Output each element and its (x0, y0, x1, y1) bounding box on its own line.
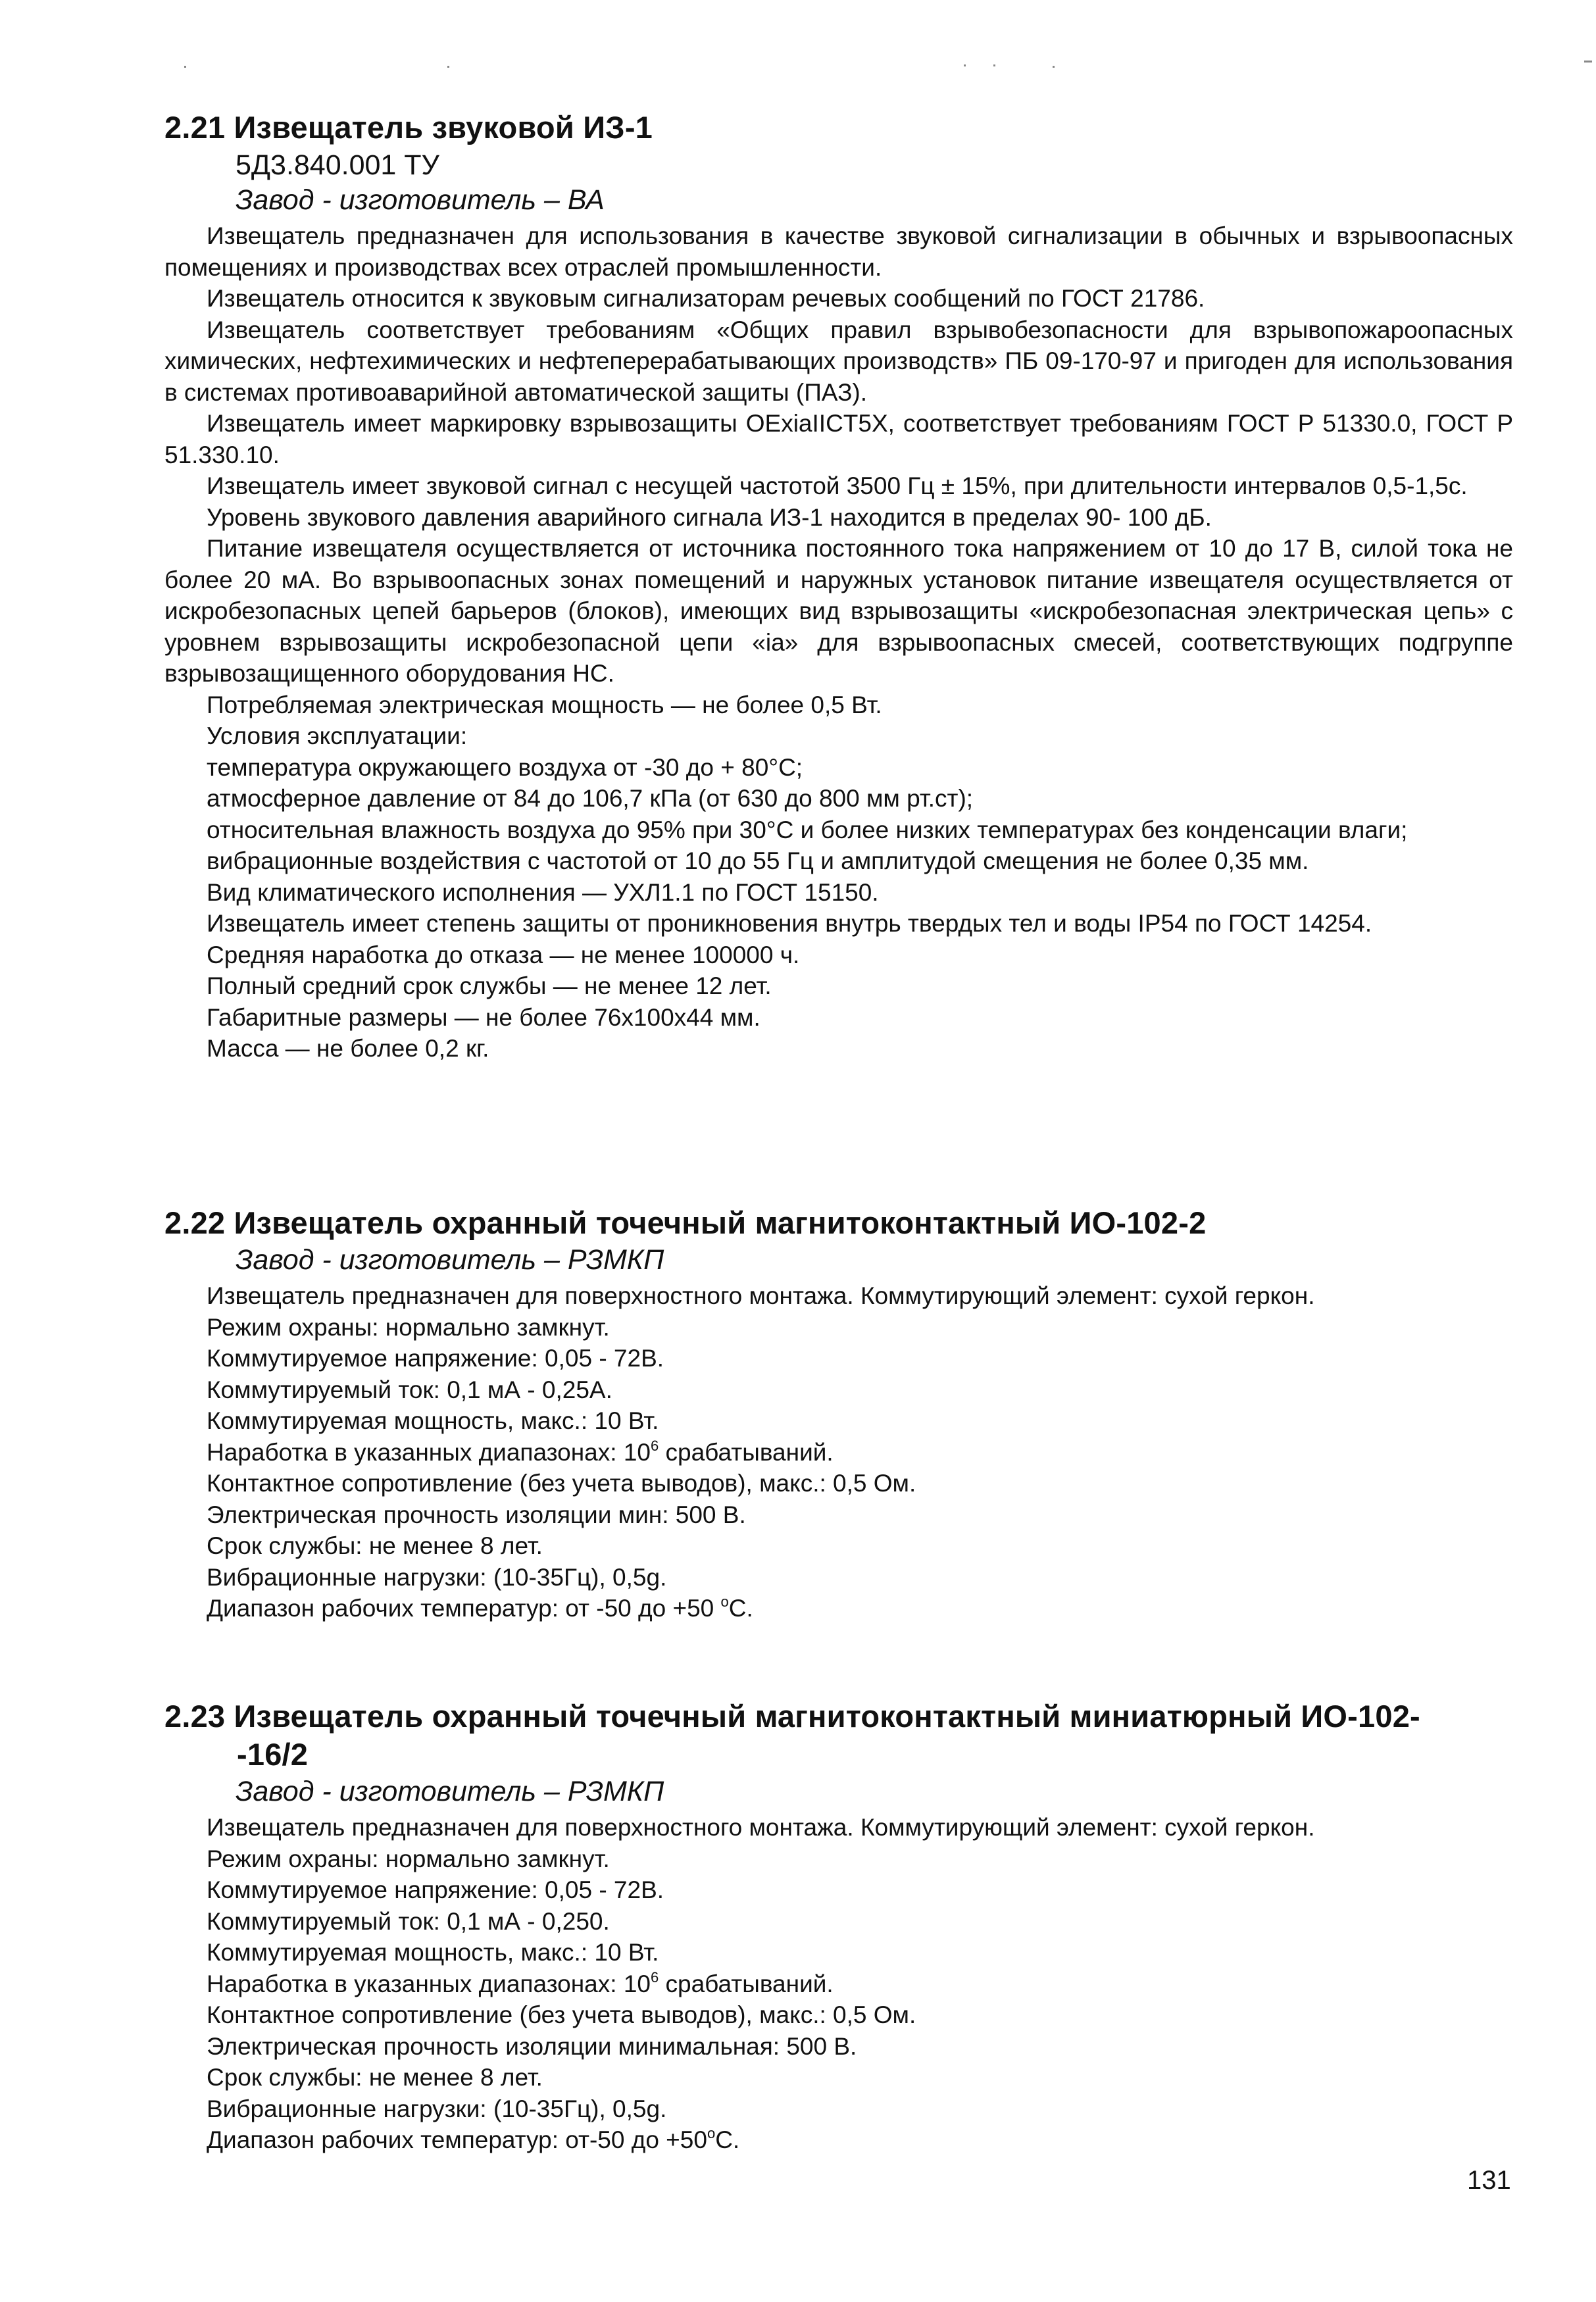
spec-code: 5Д3.840.001 ТУ (236, 149, 439, 181)
manufacturer: Завод - изготовитель – РЗМКП (236, 1776, 664, 1807)
text: срабатываний. (659, 1970, 834, 1997)
paragraph: Электрическая прочность изоляции мин: 500 В. (207, 1501, 746, 1528)
page-number: 131 (1467, 2166, 1511, 2195)
section-title: 2.21 Извещатель звуковой ИЗ-1 (164, 110, 653, 145)
text: Диапазон рабочих температур: от -50 до +50 (207, 1595, 721, 1622)
paragraph: Вибрационные нагрузки: (10-35Гц), 0,5g. (207, 2095, 667, 2122)
text: С. (715, 2126, 740, 2153)
scan-speck (1584, 61, 1592, 63)
paragraph: Режим охраны: нормально замкнут. (207, 1845, 610, 1872)
scan-speck (1053, 66, 1055, 68)
paragraph: относительная влажность воздуха до 95% при 30°С и более низких температурах без конденсации влаги; (207, 816, 1408, 843)
paragraph: Коммутируемая мощность, макс.: 10 Вт. (207, 1407, 659, 1434)
section-2-21 (164, 109, 1513, 1064)
paragraph: Извещатель соответствует требованиям «Общих правил взрывобезопасности для взрывопожароопасных химических, нефтехимических и нефтеперерабатывающих производств» ПБ 09-170-97 и пригоден для использования в системах противоаварийной автоматической защиты (ПАЗ). (164, 316, 1513, 406)
paragraph: Питание извещателя осуществляется от источника постоянного тока напряжением от 10 до 17 В, силой тока не более 20 мА. Во взрывоопасных зонах помещений и наружных установок питание извещателя осуществляется от искробезопасных цепей барьеров (блоков), имеющих вид взрывозащиты «искробезопасная электрическая цепь» с уровнем взрывозащиты искробезопасной цепи «ia» для взрывоопасных смесей, соответствующих подгруппе взрывозащищенного оборудования НС. (164, 535, 1513, 687)
paragraph: вибрационные воздействия с частотой от 10 до 55 Гц и амплитудой смещения не более 0,35 мм. (207, 847, 1309, 874)
paragraph: Извещатель имеет звуковой сигнал с несущей частотой 3500 Гц ± 15%, при длительности интервалов 0,5-1,5с. (207, 472, 1468, 499)
paragraph: Извещатель имеет степень защиты от проникновения внутрь твердых тел и воды IP54 по ГОСТ 14254. (207, 910, 1372, 937)
manufacturer: Завод - изготовитель – РЗМКП (236, 1244, 664, 1276)
paragraph (164, 1593, 1513, 1624)
paragraph: Коммутируемое напряжение: 0,05 - 72В. (207, 1876, 664, 1903)
superscript: o (720, 1593, 729, 1610)
paragraph: Контактное сопротивление (без учета выводов), макс.: 0,5 Ом. (207, 2001, 916, 2028)
superscript: 6 (650, 1968, 659, 1986)
title-line: 2.23 Извещатель охранный точечный магнитоконтактный миниатюрный ИО-102- (164, 1699, 1420, 1734)
paragraph: Электрическая прочность изоляции минимальная: 500 В. (207, 2032, 857, 2060)
paragraph: Контактное сопротивление (без учета выводов), макс.: 0,5 Ом. (207, 1470, 916, 1497)
section-2-23 (164, 1697, 1513, 2156)
paragraph: Коммутируемая мощность, макс.: 10 Вт. (207, 1939, 659, 1966)
title-line-cont: -16/2 (237, 1737, 309, 1772)
scan-speck (447, 66, 449, 68)
superscript: 6 (650, 1437, 659, 1454)
paragraph (164, 1968, 1513, 2000)
paragraph: Извещатель относится к звуковым сигнализаторам речевых сообщений по ГОСТ 21786. (207, 285, 1205, 312)
paragraph: Извещатель имеет маркировку взрывозащиты OExiaIICT5X, соответствует требованиям ГОСТ Р 51330.0, ГОСТ Р 51.330.10. (164, 410, 1513, 468)
paragraph: Условия эксплуатации: (207, 722, 468, 749)
paragraph (164, 2124, 1513, 2156)
section-title (164, 1697, 1513, 1774)
paragraph: Средняя наработка до отказа — не менее 100000 ч. (207, 941, 800, 968)
paragraph: Срок службы: не менее 8 лет. (207, 2064, 543, 2091)
paragraph: Полный средний срок службы — не менее 12 лет. (207, 972, 772, 999)
paragraph: Извещатель предназначен для поверхностного монтажа. Коммутирующий элемент: сухой геркон. (207, 1282, 1315, 1309)
paragraph (164, 1437, 1513, 1468)
paragraph: Коммутируемый ток: 0,1 мА - 0,250. (207, 1907, 610, 1935)
paragraph: Вид климатического исполнения — УХЛ1.1 по ГОСТ 15150. (207, 878, 879, 906)
text: срабатываний. (659, 1438, 834, 1466)
paragraph: Вибрационные нагрузки: (10-35Гц), 0,5g. (207, 1563, 667, 1591)
paragraph: Габаритные размеры — не более 76х100х44 мм. (207, 1003, 761, 1031)
section-2-22 (164, 1204, 1513, 1624)
section-title: 2.22 Извещатель охранный точечный магнитоконтактный ИО-102-2 (164, 1205, 1207, 1240)
manufacturer: Завод - изготовитель – ВА (236, 184, 605, 216)
paragraph: температура окружающего воздуха от -30 до + 80°С; (207, 753, 803, 781)
scan-speck (993, 64, 995, 66)
paragraph: Извещатель предназначен для поверхностного монтажа. Коммутирующий элемент: сухой геркон. (207, 1814, 1315, 1841)
paragraph: Уровень звукового давления аварийного сигнала ИЗ-1 находится в пределах 90- 100 дБ. (207, 503, 1212, 531)
paragraph: Режим охраны: нормально замкнут. (207, 1313, 610, 1341)
text: С. (728, 1595, 753, 1622)
superscript: o (707, 2125, 716, 2141)
paragraph: Коммутируемое напряжение: 0,05 - 72В. (207, 1345, 664, 1372)
scan-speck (184, 66, 186, 68)
text: Наработка в указанных диапазонах: 10 (207, 1438, 651, 1466)
paragraph: Потребляемая электрическая мощность — не более 0,5 Вт. (207, 691, 882, 718)
text: Наработка в указанных диапазонах: 10 (207, 1970, 651, 1997)
paragraph: Масса — не более 0,2 кг. (207, 1035, 489, 1062)
text: Диапазон рабочих температур: от-50 до +50 (207, 2126, 707, 2153)
paragraph: Срок службы: не менее 8 лет. (207, 1532, 543, 1559)
paragraph: атмосферное давление от 84 до 106,7 кПа (от 630 до 800 мм рт.ст); (207, 785, 974, 812)
paragraph: Извещатель предназначен для использования в качестве звуковой сигнализации в обычных и взрывоопасных помещениях и производствах всех отраслей промышленности. (164, 222, 1513, 281)
paragraph: Коммутируемый ток: 0,1 мА - 0,25А. (207, 1376, 612, 1403)
scan-speck (964, 64, 966, 66)
